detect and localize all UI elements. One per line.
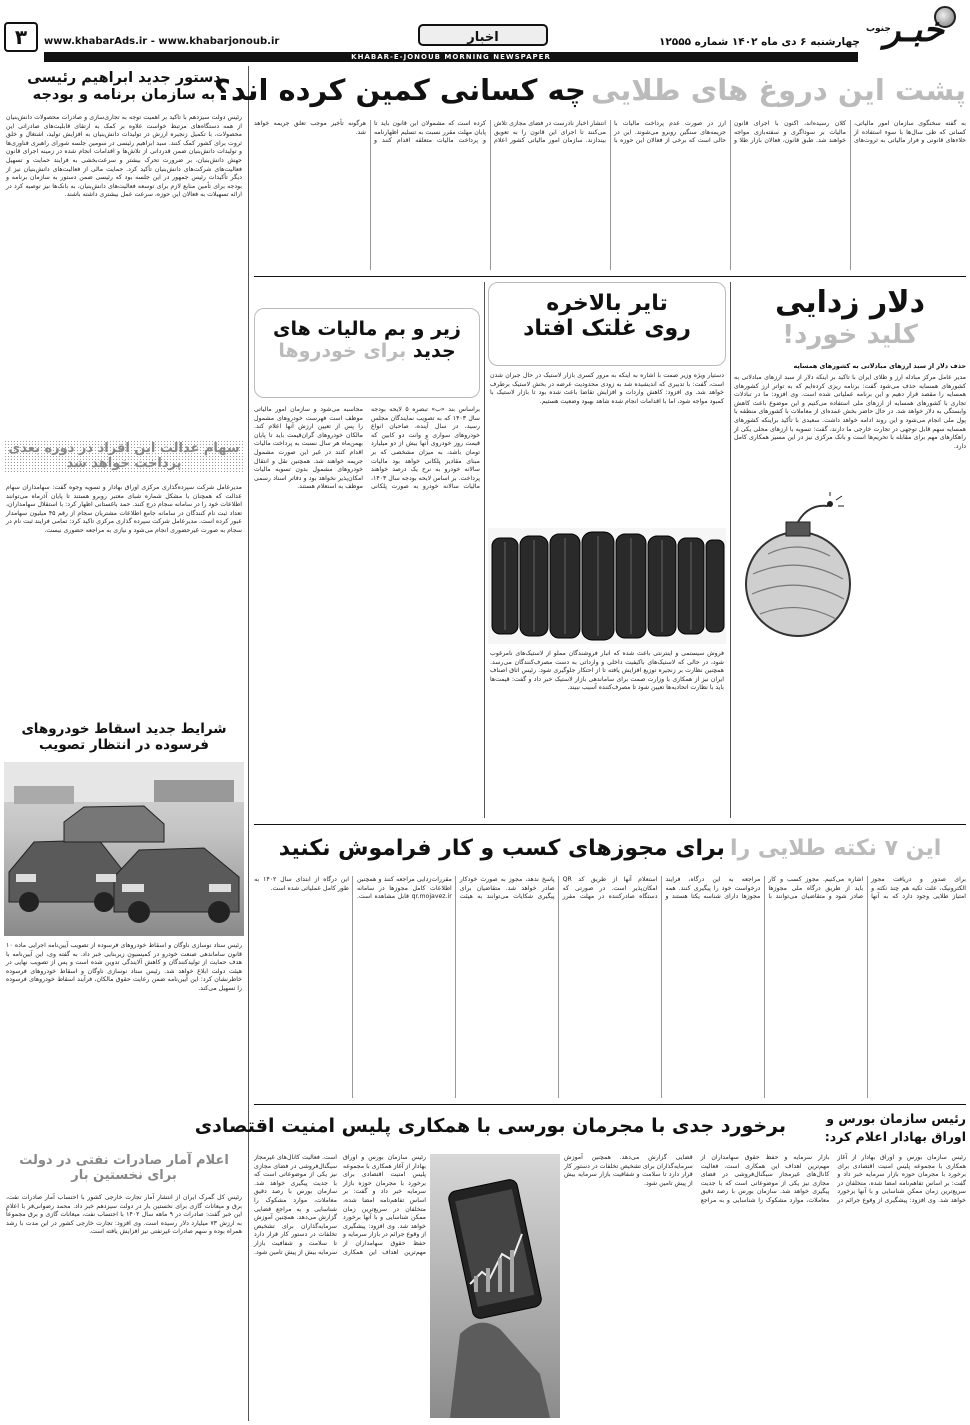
police-body-left-text: رئیس سازمان بورس و اوراق بهادار از آغاز همکاری با مجموعه پلیس امنیت اقتصادی برای برخورد با مجرمان حوزه بازار سرمایه خبر داد و گفت: بر اساس تفاهم‌نامه امضا شده، متخلفان در سریع‌ترین زمان ممکن شناسایی و با آنها برخورد خواهد شد. وی افزود: پیشگیری از وقوع جرائم در بازار سرمایه و حفظ حقوق سهامداران از مهم‌ترین اهداف این همکاری است. فعالیت کانال‌های غیرمجاز سیگنال‌فروشی در فضای مجازی نیز یکی از موضوعاتی است که با جدیت پیگیری خواهد شد. سازمان بورس با رصد دقیق معاملات، موارد مشکوک را شناسایی و به مراجع قضایی گزارش می‌دهد. همچنین آموزش سرمایه‌گذاران برای تشخیص تخلفات در دستور کار قرار دارد تا سلامت و شفافیت بازار سرمایه بیش از پیش تامین شود. [254,1154,426,1256]
police-kicker-line2: اوراق بهادار اعلام کرد: [824,1129,966,1144]
sidebar-story1-title-line2: به سازمان برنامه و بودجه [32,86,216,103]
sidebar-story1-body: رئیس دولت سیزدهم با تاکید بر اهمیت توجه به تجاری‌سازی و صادرات محصولات دانش‌بنیان از همه دستگاه‌های مرتبط خواست علاوه بر کمک به ارتقای قابلیت‌های صادراتی این محصولات، با تکمیل زنجیره ارزش در تولیدات دانش‌بنیان به افزایش تولید، اشتغال و خلق ثروت برای کشور کمک کنند. سید ابراهیم رئیسی در سومین جلسه شورای راهبری فناوری‌ها و تولیدات دانش‌بنیان ضمن قدردانی از تلاش‌ها و اقدامات انجام شده در زمینه اجرای قانون جهش دانش‌بنیان، بر ضرورت تحرک بیشتر و سرعت‌بخشی به فرایند حمایت و تسهیل فعالیت‌های شرکت‌های دانش‌بنیان تأکید کرد. حمایت مالی از فعالیت‌های دانش‌بنیان نیز از دیگر تأکیدات رئیس جمهور در این جلسه بود که رئیسی ضمن دستور به سازمان برنامه و بودجه برای تأمین منابع لازم برای توسعه فعالیت‌های دانش‌بنیان، به بانک‌ها نیز توصیه کرد در ارائه تسهیلات به فعالان این حوزه، سرعت عمل بیشتری داشته باشند. [6,114,242,199]
page-number-box [4,22,38,52]
tires-drawing [488,528,726,644]
sidebar-story2-title-line1: سهام عدالت این افراد در دوره بعدی [8,441,240,456]
logo-sub-text: جنوب [866,24,891,34]
site-urls: www.khabarAds.ir - www.khabarjonoub.ir [44,36,280,47]
english-name: KHABAR-E-JONOUB MORNING NEWSPAPER [351,53,551,61]
permits-headline [254,828,966,872]
sidebar-story1-title-line1: دستور جدید ابراهیم رئیسی [27,70,221,86]
section-label: اخبار [467,30,499,45]
permits-top-rule [254,824,966,825]
dollar-body: مدیر عامل مرکز مبادله ارز و طلای ایران با تاکید بر اینکه دلار از سبد ارزهای مبادلاتی به کشورهای همسایه حذف می‌شود گفت: برنامه ریزی کرده‌ایم که به تواتر ارز کشورهای همسایه را مقصد قرار دهیم و این برنامه عملیاتی شده است. وی افزود: ما در تبادلات تجاری با کشورهای همسایه از ارزهای ملی استفاده می‌کنیم و این موضوع باعث کاهش وابستگی به دلار خواهد شد. در حال حاضر بخش عمده‌ای از معاملات با کشورهای منطقه با پول ملی انجام می‌شود و این روند ادامه خواهد داشت. سعیدی با تأکید براینکه کشورهای همسایه سهم قابل توجهی در تجارت خارجی ما دارند، گفت: تسویه با ارزهای محلی یکی از راهکارهای مهم برای مقابله با تحریم‌ها است و بانک مرکزی نیز در این مسیر همکاری کامل دارد. [734,374,966,450]
stock-phone-image [430,1154,560,1418]
police-body-right: رئیس سازمان بورس و اوراق بهادار از آغاز همکاری با مجموعه پلیس امنیت اقتصادی برای برخورد با مجرمان حوزه بازار سرمایه خبر داد و گفت: بر اساس تفاهم‌نامه امضا شده، متخلفان در سریع‌ترین زمان ممکن شناسایی و با آنها برخورد خواهد شد. وی افزود: پیشگیری از وقوع جرائم در بازار سرمایه و حفظ حقوق سهامداران از مهم‌ترین اهداف این همکاری است. فعالیت کانال‌های غیرمجاز سیگنال‌فروشی در فضای مجازی نیز یکی از موضوعاتی است که با جدیت پیگیری خواهد شد. سازمان بورس با رصد دقیق معاملات، موارد مشکوک را شناسایی و به مراجع قضایی گزارش می‌دهد. همچنین آموزش سرمایه‌گذاران برای تشخیص تخلفات در دستور کار قرار دارد تا سلامت و شفافیت بازار سرمایه بیش از پیش تامین شود. [564,1154,966,1204]
tire-body-2: فروش سیستمی و اینترنتی باعث شده که انبار فروشندگان مملو از لاستیک‌های نامرغوب شود، در حالی که لاستیک‌های باکیفیت داخلی و وارداتی به دست مصرف‌کنندگان می‌رسد. همچنین نظارت بر زنجیره توزیع افزایش یافته تا از احتکار جلوگیری شود. رئیس اتاق اصناف ایران نیز از همکاری با وزارت صمت برای ساماندهی بازار لاستیک خبر داد و گفت: قیمت‌ها باید با نظارت اتحادیه‌ها تعیین شود تا مصرف‌کننده آسیب نبیند. [490,650,724,692]
dollar-title-line2: کلید خورد! [782,319,918,350]
police-kicker-line1: رئیس سازمان بورس و [826,1111,966,1126]
police-kicker [790,1110,966,1146]
sidebar-story3-title-line1: شرایط جدید اسقاط خودروهای [21,721,227,737]
tire-title-line2: روی غلتک افتاد [523,316,691,342]
sidebar-story4-title-line2: برای نخستین بار [71,1167,177,1183]
dollar-story [734,280,966,820]
tire-title-line1: تایر بالاخره [546,291,668,316]
divider-tire-cartax [484,282,485,818]
car-tax-body: براساس بند «ب» تبصره ۵ لایحه بودجه سال ۱۴۰۳ که به تصویب نمایندگان مجلس رسید، در سال آینده، صاحبان انواع خودروهای سواری و وانت دو کابین که قیمت روز خودروی آنها بیش از دو میلیارد تومان باشد، به میزان مشخصی که بر مبنای مقادیر پلکانی خواهد بود مالیات سالانه خودرو به نرخ یک درصد خواهند پرداخت. بر اساس لایحه بودجه سال ۱۴۰۳، مالیات سالانه خودرو به صورت پلکانی محاسبه می‌شود و سازمان امور مالیاتی موظف است فهرست خودروهای مشمول را پس از تعیین ارزش آنها اعلام کند. مالکان خودروهای گران‌قیمت باید تا پایان بهمن‌ماه هر سال نسبت به پرداخت مالیات اقدام کنند در غیر این صورت مشمول جریمه خواهند شد. همچنین نقل و انتقال خودروهای مشمول بدون تسویه مالیات امکان‌پذیر نخواهد بود و دفاتر اسناد رسمی موظف به استعلام هستند. [254,406,480,491]
main-headline-black: چه کسانی کمین کرده اند؟ [214,73,586,107]
tire-title-box [488,282,726,366]
date-line: چهارشنبه ۶ دی ماه ۱۴۰۲ شماره ۱۲۵۵۵ [658,36,860,48]
car-tax-story [254,282,480,818]
cars-photo [4,762,244,936]
sidebar-story3-title-line2: فرسوده در انتظار تصویب [38,736,210,753]
sidebar-story3-title [4,722,244,753]
sidebar-story1-title [4,70,244,103]
police-body-left [254,1154,426,1420]
masthead [0,0,970,62]
car-tax-title-black: جدید [412,339,456,362]
section-label-box [418,24,548,46]
police-top-rule [254,1104,966,1105]
police-body-wrap [254,1150,966,1422]
sidebar-story4-body: رئیس کل گمرک ایران از انتشار آمار تجارت خارجی کشور با احتساب آمار صادرات نفت، برق و میعانات گازی برای نخستین بار در دولت سیزدهم خبر داد. محمد رضوانی‌فر با اعلام این خبر گفت: صادرات در ۹ ماهه سال ۱۴۰۲ با احتساب نفت، میعانات گازی و برق مجموعاً به ارزش ۷۳ میلیارد دلار رسیده است. وی افزود: تجارت خارجی کشور در این مدت با رشد همراه بوده و سهم صادرات غیرنفتی نیز افزایش یافته است. [6,1194,243,1236]
car-tax-title-line1: زیر و بم مالیات های [273,318,461,340]
dollar-title-line1: دلار زدایی [774,285,925,320]
sidebar-story4-title [4,1154,244,1184]
sidebar-story4-title-line1: اعلام آمار صادرات نفتی در دولت [19,1153,229,1168]
stock-phone-drawing [430,1154,560,1418]
logo [864,2,964,56]
dollar-title [734,286,966,350]
sidebar [4,66,244,1421]
masthead-rule [44,52,858,62]
main-headline [214,68,966,114]
permits-body: برای صدور و دریافت مجوز الکترونیک، علت تکیه هم چند نکته و امتیاز طلایی وجود دارد که به آنها اشاره می‌کنیم. مجوز کسب و کار باید از طریق درگاه ملی مجوزها صادر شود و متقاضیان می‌توانند با مراجعه به این درگاه، فرایند درخواست خود را پیگیری کنند. همه مجوزها دارای شناسه یکتا هستند و استعلام آنها از طریق کد QR امکان‌پذیر است. در صورتی که دستگاه صادرکننده در مهلت مقرر پاسخ ندهد، مجوز به صورت خودکار صادر خواهد شد. متقاضیان برای پیگیری شکایات می‌توانند به هیئت مقررات‌زدایی مراجعه کنند و همچنین اطلاعات کامل مجوزها در سامانه qr.mojavez.ir قابل مشاهده است. این درگاه از ابتدای سال ۱۴۰۲ به طور کامل عملیاتی شده است. [254,876,966,901]
car-tax-title-gray: برای خودروها [278,339,407,362]
sidebar-story2-title-line2: پرداخت خواهد شد [66,455,182,471]
sidebar-story2-body: مدیرعامل شرکت سپرده‌گذاری مرکزی اوراق بهادار و تسویه وجوه گفت: سهامداران سهام عدالت که همچنان با مشکل شماره شبای معتبر روبرو هستند تا پایان آذرماه می‌توانند اطلاعات خود را در سامانه سجام درج کنند. حمد باغستانی اظهار کرد: با استقلال سهامداران، تعداد ثبت نام کنندگان در سامانه جامع اطلاعات مشتریان سجام از رقم ۴۵ میلیون سهامدار عبور کرده است. مدیرعامل شرکت سپرده گذاری مرکزی تاکید کرد: تمامی فرایند ثبت نام در سجام به صورت غیرحضوری انجام می‌شود و نیازی به مراجعه حضوری نیست. [6,484,242,534]
permits-headline-black: برای مجوزهای کسب و کار فراموش نکنید [278,836,725,861]
permits-headline-gray: این ۷ نکته طلایی را [730,836,942,861]
cars-photo-drawing [4,762,244,936]
lead-bottom-rule [254,276,966,277]
tire-story [488,282,726,818]
tires-image [488,528,726,644]
car-tax-title-line2 [255,341,479,363]
police-headline: برخورد جدی با مجرمان بورسی با همکاری پلیس امنیت اقتصادی [194,1115,786,1137]
main-headline-gray: پشت این دروغ های طلایی [591,73,966,107]
tire-body-1: دستیار ویژه وزیر صمت با اشاره به اینکه به مرور کسری بازار لاستیک در حال جبران شدن است، گفت: با تدبیری که اندیشیده شد به زودی محدودیت عرضه در بخش لاستیک برطرف خواهد شد. وی افزود: کاهش واردات و افزایش تقاضا باعث شده بود تا بازار لاستیک با کمبود مواجه شود، اما با اقدامات انجام شده شاهد بهبود وضعیت هستیم. [490,372,724,405]
page-number: ۳ [14,25,28,49]
lead-story-body: به گفته سخنگوی سازمان امور مالیاتی، کسانی که طی سال‌ها با سوء استفاده از خلاءهای قانونی و فرار مالیاتی به ثروت‌های کلان رسیده‌اند، اکنون با اجرای قانون مالیات بر سوداگری و سفته‌بازی مواجه خواهند شد. طبق قانون، فعالان بازار طلا و ارز در صورت عدم پرداخت مالیات با جریمه‌های سنگین روبرو می‌شوند. این در حالی است که برخی از فعالان این حوزه با انتشار اخبار نادرست در فضای مجازی تلاش می‌کنند تا اجرای این قانون را به تعویق بیندازند. سازمان امور مالیاتی کشور اعلام کرده است که مشمولان این قانون باید تا پایان مهلت مقرر نسبت به تسلیم اظهارنامه و پرداخت مالیات متعلقه اقدام کنند و هرگونه تأخیر موجب تعلق جریمه خواهد شد. [254,120,966,145]
car-tax-title-box [254,308,480,398]
logo-main-text: خبـر [884,10,944,50]
dollar-kicker: حذف دلار از سبد ارزهای مبادلاتی به کشورهای همسایه [793,362,966,370]
divider-dollar-tire [730,282,731,818]
sidebar-story2-title [4,440,244,474]
sidebar-story3-body: رئیس ستاد نوسازی ناوگان و اسقاط خودروهای فرسوده از تصویب آیین‌نامه اجرایی ماده ۱۰ قانون ساماندهی صنعت خودرو در کمیسیون زیربنایی خبر داد. به گفته وی، این آیین‌نامه با هدف حمایت از تولیدکنندگان و کاهش آلایندگی تدوین شده است و پس از تصویب نهایی در هیئت دولت ابلاغ خواهد شد. رئیس ستاد نوسازی ناوگان و اسقاط خودروهای فرسوده خاطرنشان کرد: این آیین‌نامه ضمن رعایت حقوق مالکان، فرآیند اسقاط خودروهای فرسوده را تسهیل می‌کند. [6,942,242,992]
sidebar-divider [248,66,249,1421]
